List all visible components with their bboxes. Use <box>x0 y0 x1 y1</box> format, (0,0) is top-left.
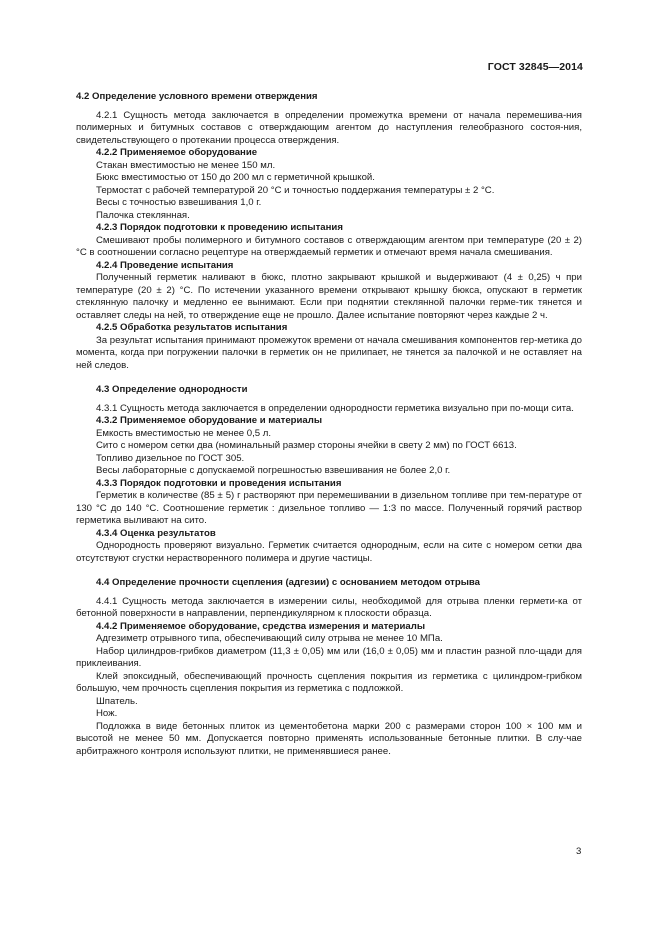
subsection-4-3-2: 4.3.2 Применяемое оборудование и материалы <box>96 415 323 426</box>
list-item: Набор цилиндров-грибков диаметром (11,3 ± 0,05) мм или (16,0 ± 0,05) мм и пластин разной пло-щади для приклеивания. <box>76 645 582 669</box>
subsection-4-2-4: 4.2.4 Проведение испытания <box>96 259 234 271</box>
subsection-4-3-4: 4.3.4 Оценка результатов <box>96 527 216 539</box>
paragraph-4-3-1: 4.3.1 Сущность метода заключается в определении однородности герметика визуально при по-мощи сита. <box>96 402 574 414</box>
paragraph-4-2-1: 4.2.1 Сущность метода заключается в определении промежутка времени от начала перемешива-ния полимерных и битумных составов с отверждающим агентом до наступления гелеобразного состоя-ния, свидетельствующего о протекании процесса отверждения. <box>76 109 582 146</box>
section-title-4-2: 4.2 Определение условного времени отверждения <box>76 91 318 102</box>
list-item: Термостат с рабочей температурой 20 °С и точностью поддержания температуры ± 2 °С. <box>96 184 495 196</box>
paragraph-4-4-1: 4.4.1 Сущность метода заключается в измерении силы, необходимой для отрыва пленки гермети-ка от бетонной поверхности в направлении, перпендикулярном к плоскости образца. <box>76 595 582 619</box>
subsection-4-3-3: 4.3.3 Порядок подготовки и проведения испытания <box>96 477 342 489</box>
list-item: Нож. <box>96 708 118 719</box>
paragraph-4-2-4: Полученный герметик наливают в бюкс, плотно закрывают крышкой и выдерживают (4 ± 0,25) ч при температуре (20 ± 2) °С. По истечении указанного времени открывают крышку бюкса, опускают в герметик стеклянную палочку и медленно ее вынимают. Если при поднятии стеклянной палочки герме-тик тянется и оставляет следы на ней, то отверждение еще не прошло. Далее испытание повторяют через каждые 2 ч. <box>76 272 582 321</box>
subsection-4-4-2: 4.4.2 Применяемое оборудование, средства измерения и материалы <box>96 620 426 632</box>
subsection-4-2-5: 4.2.5 Обработка результатов испытания <box>96 322 288 333</box>
section-title-4-4: 4.4 Определение прочности сцепления (адгезии) с основанием методом отрыва <box>96 577 481 588</box>
list-item: Топливо дизельное по ГОСТ 305. <box>96 452 245 464</box>
list-item: Емкость вместимостью не менее 0,5 л. <box>96 427 272 439</box>
list-item: Подложка в виде бетонных плиток из цементобетона марки 200 с размерами сторон 100 × 100 мм и высотой не менее 50 мм. Допускается повторно применять использованные бетонные плитки. В слу-чае арбитражного контроля используют плитки, не применявшиеся ранее. <box>76 720 582 757</box>
list-item: Бюкс вместимостью от 150 до 200 мл с герметичной крышкой. <box>96 172 375 183</box>
paragraph-4-2-3: Смешивают пробы полимерного и битумного составов с отверждающим агентом при температуре (20 ± 2) °С в соотношении согласно рецептуре на отверждаемый герметик и отмечают время начала смешивания. <box>76 234 582 258</box>
paragraph-4-3-3: Герметик в количестве (85 ± 5) г растворяют при перемешивании в дизельном топливе при тем-пературе от 130 °С до 140 °С. Соотношение герметик : дизельное топливо — 1:3 по массе. Полученный горячий раствор герметика выливают на сито. <box>76 490 582 526</box>
list-item: Клей эпоксидный, обеспечивающий прочность сцепления покрытия из герметика с цилиндром-грибком большую, чем прочность сцепления покрытия из герметика с подложкой. <box>76 670 582 694</box>
paragraph-4-3-4: Однородность проверяют визуально. Герметик считается однородным, если на сите с номером сетки два отсутствуют сгустки нерастворенного полимера и другие частицы. <box>76 540 582 564</box>
subsection-4-2-2: 4.2.2 Применяемое оборудование <box>96 147 258 158</box>
list-item: Шпатель. <box>96 695 138 707</box>
list-item: Палочка стеклянная. <box>96 209 190 221</box>
list-item: Весы с точностью взвешивания 1,0 г. <box>96 197 262 208</box>
paragraph-4-2-5: За результат испытания принимают промежуток времени от начала смешивания компонентов гер-метика до момента, когда при погружении палочки в герметик он не прилипает, не тянется за палочкой и не оставляет на ней следов. <box>76 334 582 371</box>
list-item: Адгезиметр отрывного типа, обеспечивающий силу отрыва не менее 10 МПа. <box>96 633 443 644</box>
subsection-4-2-3: 4.2.3 Порядок подготовки к проведению испытания <box>96 222 343 233</box>
standard-header: ГОСТ 32845—2014 <box>487 61 583 73</box>
list-item: Сито с номером сетки два (номинальный размер стороны ячейки в свету 2 мм) по ГОСТ 6613. <box>96 440 517 451</box>
section-title-4-3: 4.3 Определение однородности <box>96 384 248 395</box>
list-item: Весы лабораторные с допускаемой погрешностью взвешивания не более 2,0 г. <box>96 465 451 476</box>
document-body <box>76 88 582 758</box>
page-number: 3 <box>576 846 582 857</box>
list-item: Стакан вместимостью не менее 150 мл. <box>96 159 276 171</box>
